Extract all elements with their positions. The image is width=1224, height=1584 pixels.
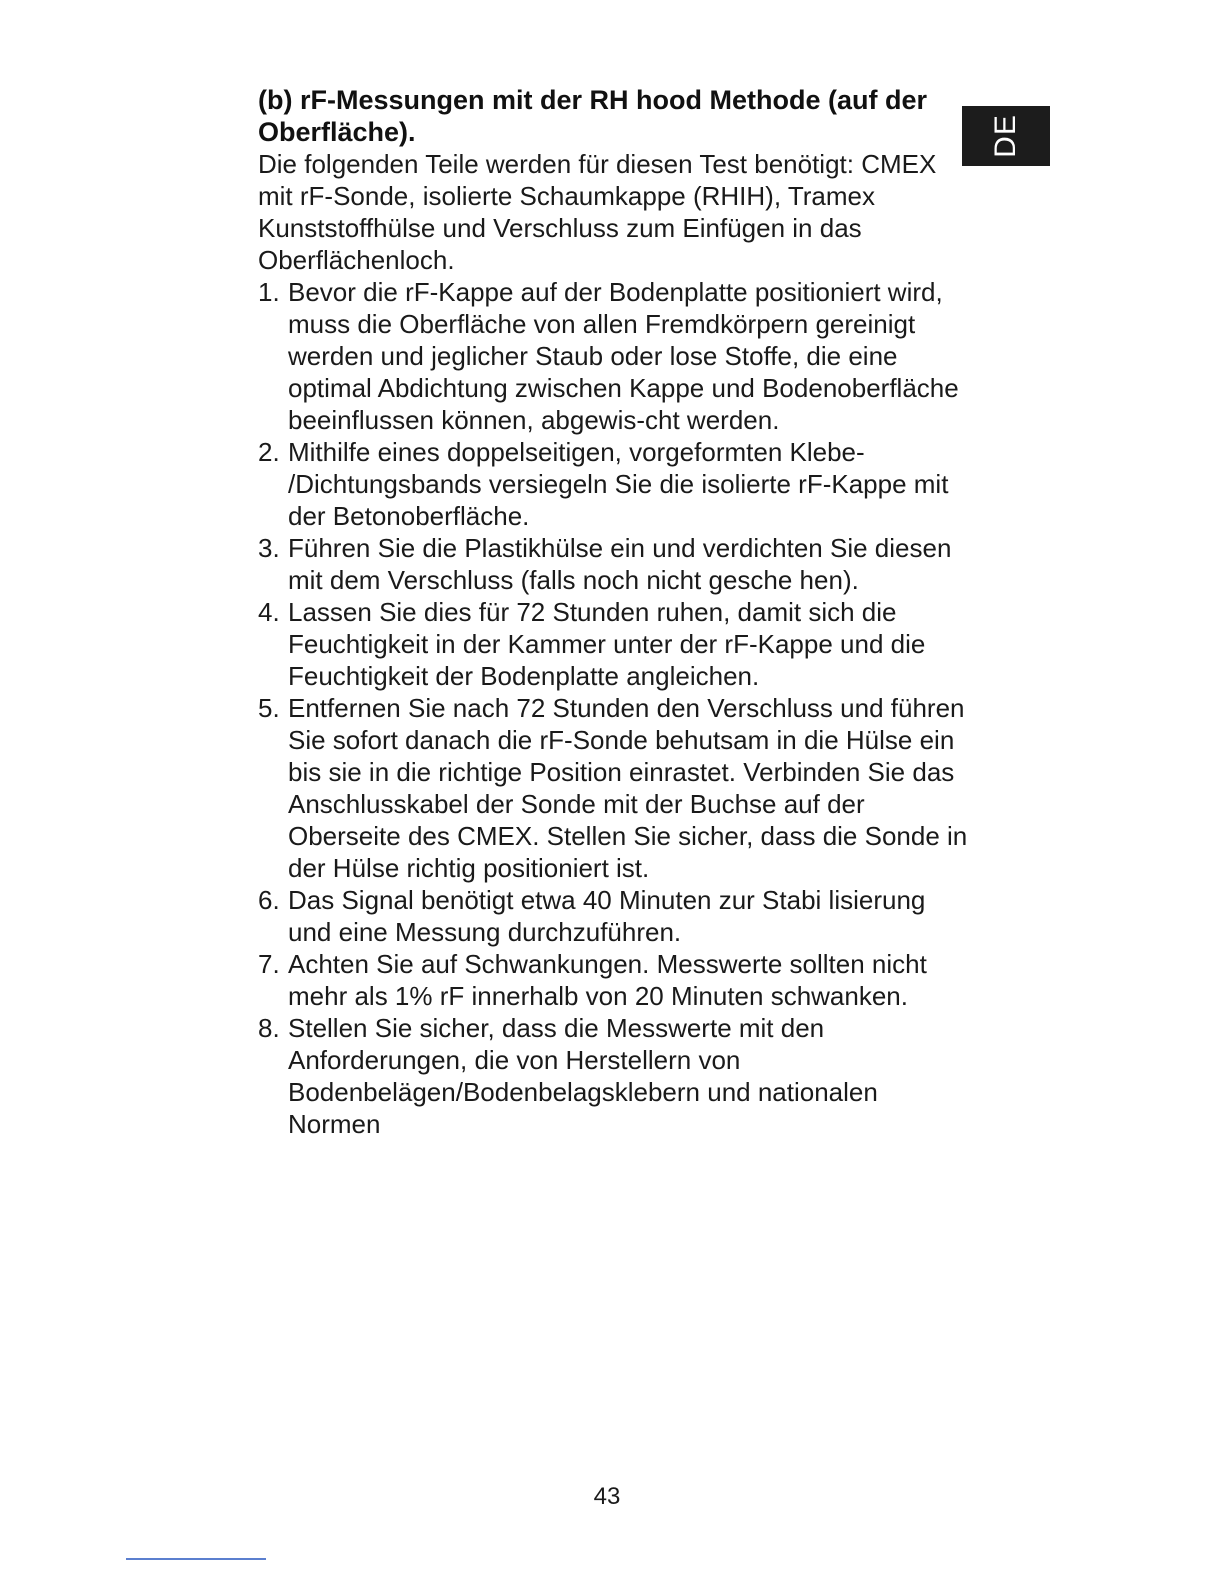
step-text: Bevor die rF-Kappe auf der Bodenplatte positioniert wird, muss die Oberfläche von allen Fremdkörpern gereinigt werden und jeglicher Staub oder lose Stoffe, die eine optimal Abdichtung zwischen Kappe und Bodenoberfläche beeinflussen können, abgewis-cht werden. — [288, 277, 959, 435]
language-tab — [962, 106, 1050, 166]
step-number: 4. — [258, 597, 280, 627]
step-item — [258, 532, 970, 596]
step-number: 3. — [258, 533, 280, 563]
step-text: Stellen Sie sicher, dass die Messwerte mit den Anforderungen, die von Herstellern von Bodenbelägen/Bodenbelagsklebern und nationalen Normen — [288, 1013, 878, 1139]
step-text: Achten Sie auf Schwankungen. Messwerte sollten nicht mehr als 1% rF innerhalb von 20 Minuten schwanken. — [288, 949, 927, 1011]
step-item — [258, 692, 970, 884]
step-number: 2. — [258, 437, 280, 467]
page-content — [258, 84, 970, 1140]
footnote-divider — [126, 1558, 266, 1560]
step-number: 5. — [258, 693, 280, 723]
step-text: Lassen Sie dies für 72 Stunden ruhen, damit sich die Feuchtigkeit in der Kammer unter der rF-Kappe und die Feuchtigkeit der Bodenplatte angleichen. — [288, 597, 926, 691]
intro-paragraph: Die folgenden Teile werden für diesen Test benötigt: CMEX mit rF-Sonde, isolierte Schaumkappe (RHIH), Tramex Kunststoffhülse und Verschluss zum Einfügen in das Oberflächenloch. — [258, 149, 937, 275]
step-item — [258, 436, 970, 532]
step-item — [258, 1012, 970, 1140]
step-item — [258, 884, 970, 948]
step-item — [258, 948, 970, 1012]
step-text: Das Signal benötigt etwa 40 Minuten zur Stabi lisierung und eine Messung durchzuführen. — [288, 885, 926, 947]
steps-list — [258, 276, 970, 1140]
section-heading: (b) rF-Messungen mit der RH hood Methode (auf der Oberfläche). — [258, 85, 927, 147]
step-text: Mithilfe eines doppelseitigen, vorgeformten Klebe- /Dichtungsbands versiegeln Sie die isolierte rF-Kappe mit der Betonoberfläche. — [288, 437, 949, 531]
step-text: Führen Sie die Plastikhülse ein und verdichten Sie diesen mit dem Verschluss (falls noch nicht gesche hen). — [288, 533, 952, 595]
page-number: 43 — [593, 1483, 621, 1510]
step-number: 1. — [258, 277, 280, 307]
step-number: 6. — [258, 885, 280, 915]
step-text: Entfernen Sie nach 72 Stunden den Verschluss und führen Sie sofort danach die rF-Sonde behutsam in die Hülse ein bis sie in die richtige Position einrastet. Verbinden Sie das Anschlusskabel der Sonde mit der Buchse auf der Oberseite des CMEX. Stellen Sie sicher, dass die Sonde in der Hülse richtig positioniert ist. — [288, 693, 968, 883]
step-item — [258, 596, 970, 692]
language-tab-label: DE — [989, 114, 1022, 158]
step-number: 8. — [258, 1013, 280, 1043]
step-number: 7. — [258, 949, 280, 979]
step-item — [258, 276, 970, 436]
